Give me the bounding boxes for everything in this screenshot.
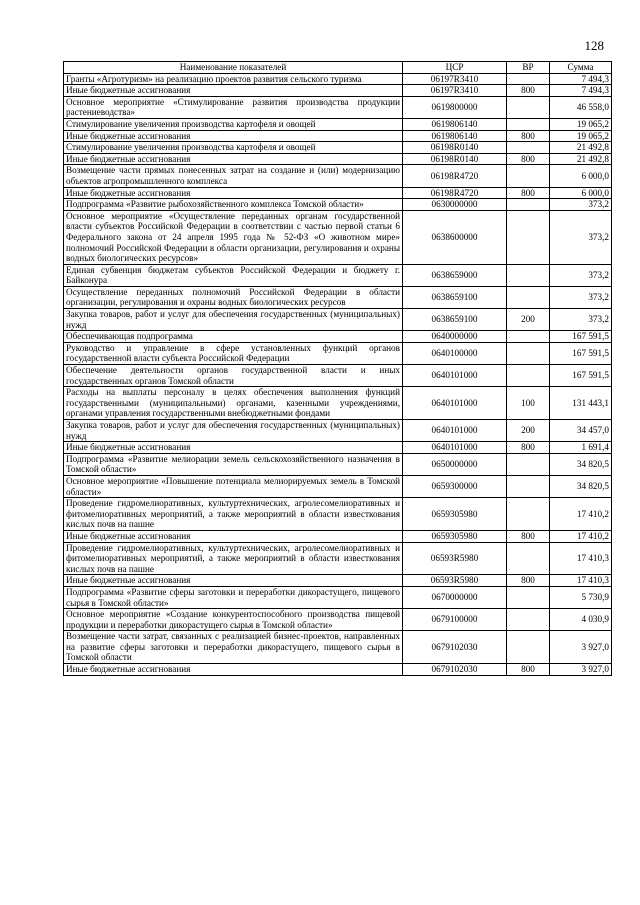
cell-csr: 0638659100 [403, 286, 507, 308]
cell-vr [507, 609, 550, 631]
table-row [64, 453, 612, 475]
table-row [64, 264, 612, 286]
cell-vr: 800 [507, 530, 550, 542]
header-name: Наименование показателей [64, 62, 403, 74]
cell-csr: 06198R4720 [403, 165, 507, 187]
cell-csr: 06593R5980 [403, 542, 507, 575]
cell-sum: 167 591,5 [550, 342, 612, 364]
cell-csr: 0619806140 [403, 118, 507, 130]
cell-vr: 800 [507, 153, 550, 165]
cell-sum: 34 820,5 [550, 453, 612, 475]
cell-csr: 0619800000 [403, 96, 507, 118]
cell-csr: 0640100000 [403, 342, 507, 364]
cell-sum: 4 030,9 [550, 609, 612, 631]
table-row [64, 118, 612, 130]
cell-csr: 0679100000 [403, 609, 507, 631]
table-row [64, 575, 612, 587]
cell-vr: 800 [507, 130, 550, 142]
cell-name: Осуществление переданных полномочий Российской Федерации в области организации, регулирования и охраны водных биологических ресурсов [64, 286, 403, 308]
table-row [64, 387, 612, 420]
cell-name: Основное мероприятие «Осуществление переданных органам государственной власти субъектов Российской Федерации в соответствии с частью первой статьи 6 Федерального закона от 24 апреля 1995 года № 52-ФЗ «О животном мире» полномочий Российской Федерации в области организации, регулирования и охраны водных биологических ресурсов» [64, 210, 403, 264]
cell-name: Основное мероприятие «Стимулирование развития производства продукции растениеводства» [64, 96, 403, 118]
cell-sum: 6 000,0 [550, 187, 612, 199]
cell-csr: 0659300000 [403, 475, 507, 497]
cell-vr [507, 342, 550, 364]
table-row [64, 309, 612, 331]
cell-sum: 373,2 [550, 210, 612, 264]
cell-sum: 7 494,3 [550, 85, 612, 97]
cell-sum: 19 065,2 [550, 118, 612, 130]
table-row [64, 199, 612, 211]
cell-sum: 167 591,5 [550, 365, 612, 387]
cell-sum: 373,2 [550, 286, 612, 308]
cell-sum: 373,2 [550, 264, 612, 286]
cell-vr [507, 286, 550, 308]
cell-csr: 0659305980 [403, 530, 507, 542]
cell-sum: 3 927,0 [550, 631, 612, 664]
cell-csr: 0650000000 [403, 453, 507, 475]
cell-name: Стимулирование увеличения производства картофеля и овощей [64, 118, 403, 130]
table-row [64, 475, 612, 497]
header-csr: ЦСР [403, 62, 507, 74]
table-row [64, 187, 612, 199]
table-row [64, 442, 612, 454]
cell-name: Иные бюджетные ассигнования [64, 85, 403, 97]
cell-csr: 0640101000 [403, 442, 507, 454]
cell-name: Подпрограмма «Развитие сферы заготовки и переработки дикорастущего, пищевого сырья в Томской области» [64, 586, 403, 608]
cell-name: Подпрограмма «Развитие рыбохозяйственного комплекса Томской области» [64, 199, 403, 211]
cell-sum: 21 492,8 [550, 142, 612, 154]
cell-vr: 200 [507, 309, 550, 331]
cell-name: Иные бюджетные ассигнования [64, 664, 403, 676]
table-row [64, 365, 612, 387]
table-row [64, 342, 612, 364]
cell-name: Стимулирование увеличения производства картофеля и овощей [64, 142, 403, 154]
table-row [64, 96, 612, 118]
cell-vr [507, 365, 550, 387]
cell-vr: 800 [507, 575, 550, 587]
cell-sum: 21 492,8 [550, 153, 612, 165]
cell-vr [507, 118, 550, 130]
cell-sum: 7 494,3 [550, 73, 612, 85]
table-row [64, 85, 612, 97]
table-row [64, 286, 612, 308]
cell-csr: 0630000000 [403, 199, 507, 211]
cell-vr [507, 498, 550, 531]
cell-name: Возмещение части прямых понесенных затрат на создание и (или) модернизацию объектов агропромышленного комплекса [64, 165, 403, 187]
cell-vr [507, 631, 550, 664]
cell-csr: 06197R3410 [403, 85, 507, 97]
cell-sum: 5 730,9 [550, 586, 612, 608]
table-row [64, 331, 612, 343]
cell-csr: 06198R0140 [403, 153, 507, 165]
cell-sum: 17 410,3 [550, 575, 612, 587]
table-row [64, 586, 612, 608]
cell-name: Единая субвенция бюджетам субъектов Российской Федерации и бюджету г. Байконура [64, 264, 403, 286]
header-vr: ВР [507, 62, 550, 74]
cell-name: Иные бюджетные ассигнования [64, 187, 403, 199]
cell-csr: 0659305980 [403, 498, 507, 531]
cell-vr: 800 [507, 442, 550, 454]
cell-sum: 1 691,4 [550, 442, 612, 454]
cell-name: Расходы на выплаты персоналу в целях обеспечения выполнения функций государственными (муниципальными) органами, казенными учреждениями, органами управления государственными внебюджетными фондами [64, 387, 403, 420]
table-row [64, 609, 612, 631]
cell-sum: 131 443,1 [550, 387, 612, 420]
cell-name: Проведение гидромелиоративных, культуртехнических, агролесомелиоративных и фитомелиоративных мероприятий, а также мероприятий в области известкования кислых почв на пашне [64, 542, 403, 575]
cell-vr [507, 165, 550, 187]
cell-vr [507, 199, 550, 211]
cell-csr: 06198R4720 [403, 187, 507, 199]
cell-sum: 19 065,2 [550, 130, 612, 142]
table-row [64, 420, 612, 442]
table-row [64, 530, 612, 542]
cell-vr [507, 453, 550, 475]
cell-sum: 373,2 [550, 309, 612, 331]
cell-vr [507, 210, 550, 264]
cell-vr: 100 [507, 387, 550, 420]
table-row [64, 153, 612, 165]
cell-sum: 373,2 [550, 199, 612, 211]
table-row [64, 498, 612, 531]
cell-sum: 34 457,0 [550, 420, 612, 442]
table-row [64, 542, 612, 575]
table-row [64, 631, 612, 664]
cell-name: Закупка товаров, работ и услуг для обеспечения государственных (муниципальных) нужд [64, 309, 403, 331]
cell-vr [507, 96, 550, 118]
cell-csr: 0638659100 [403, 309, 507, 331]
cell-name: Возмещение части затрат, связанных с реализацией бизнес-проектов, направленных на развитие сферы заготовки и переработки дикорастущего, пищевого сырья в Томской области [64, 631, 403, 664]
cell-name: Гранты «Агротуризм» на реализацию проектов развития сельского туризма [64, 73, 403, 85]
budget-table [63, 61, 612, 676]
table-row [64, 210, 612, 264]
cell-vr: 800 [507, 187, 550, 199]
table-row [64, 165, 612, 187]
cell-csr: 06197R3410 [403, 73, 507, 85]
cell-csr: 0640101000 [403, 420, 507, 442]
cell-csr: 0640101000 [403, 365, 507, 387]
cell-vr [507, 475, 550, 497]
table-row [64, 142, 612, 154]
cell-name: Иные бюджетные ассигнования [64, 130, 403, 142]
cell-csr: 06198R0140 [403, 142, 507, 154]
cell-name: Подпрограмма «Развитие мелиорации земель сельскохозяйственного назначения в Томской области» [64, 453, 403, 475]
cell-sum: 17 410,2 [550, 530, 612, 542]
cell-name: Основное мероприятие «Повышение потенциала мелиорируемых земель в Томской области» [64, 475, 403, 497]
table-row [64, 73, 612, 85]
cell-vr: 200 [507, 420, 550, 442]
cell-sum: 6 000,0 [550, 165, 612, 187]
cell-vr [507, 142, 550, 154]
cell-sum: 167 591,5 [550, 331, 612, 343]
cell-csr: 06593R5980 [403, 575, 507, 587]
cell-csr: 0679102030 [403, 631, 507, 664]
cell-name: Обеспечивающая подпрограмма [64, 331, 403, 343]
cell-name: Иные бюджетные ассигнования [64, 530, 403, 542]
cell-csr: 0679102030 [403, 664, 507, 676]
cell-sum: 46 558,0 [550, 96, 612, 118]
cell-name: Закупка товаров, работ и услуг для обеспечения государственных (муниципальных) нужд [64, 420, 403, 442]
cell-vr [507, 331, 550, 343]
cell-csr: 0619806140 [403, 130, 507, 142]
cell-sum: 3 927,0 [550, 664, 612, 676]
cell-csr: 0638659000 [403, 264, 507, 286]
cell-vr [507, 542, 550, 575]
page-number: 128 [584, 38, 604, 53]
cell-name: Иные бюджетные ассигнования [64, 442, 403, 454]
cell-sum: 17 410,3 [550, 542, 612, 575]
cell-name: Обеспечение деятельности органов государственной власти и иных государственных органов Томской области [64, 365, 403, 387]
table-row [64, 130, 612, 142]
table-row [64, 664, 612, 676]
cell-vr: 800 [507, 85, 550, 97]
cell-csr: 0640101000 [403, 387, 507, 420]
cell-name: Основное мероприятие «Создание конкурентоспособного производства пищевой продукции и переработки дикорастущего сырья в Томской области» [64, 609, 403, 631]
cell-vr [507, 264, 550, 286]
cell-name: Иные бюджетные ассигнования [64, 575, 403, 587]
cell-csr: 0638600000 [403, 210, 507, 264]
header-sum: Сумма [550, 62, 612, 74]
cell-vr [507, 73, 550, 85]
cell-name: Руководство и управление в сфере установленных функций органов государственной власти субъекта Российской Федерации [64, 342, 403, 364]
cell-name: Иные бюджетные ассигнования [64, 153, 403, 165]
cell-vr: 800 [507, 664, 550, 676]
cell-sum: 17 410,2 [550, 498, 612, 531]
cell-vr [507, 586, 550, 608]
table-header-row [64, 62, 612, 74]
cell-name: Проведение гидромелиоративных, культуртехнических, агролесомелиоративных и фитомелиоративных мероприятий, а также мероприятий в области известкования кислых почв на пашне [64, 498, 403, 531]
cell-csr: 0670000000 [403, 586, 507, 608]
cell-csr: 0640000000 [403, 331, 507, 343]
cell-sum: 34 820,5 [550, 475, 612, 497]
